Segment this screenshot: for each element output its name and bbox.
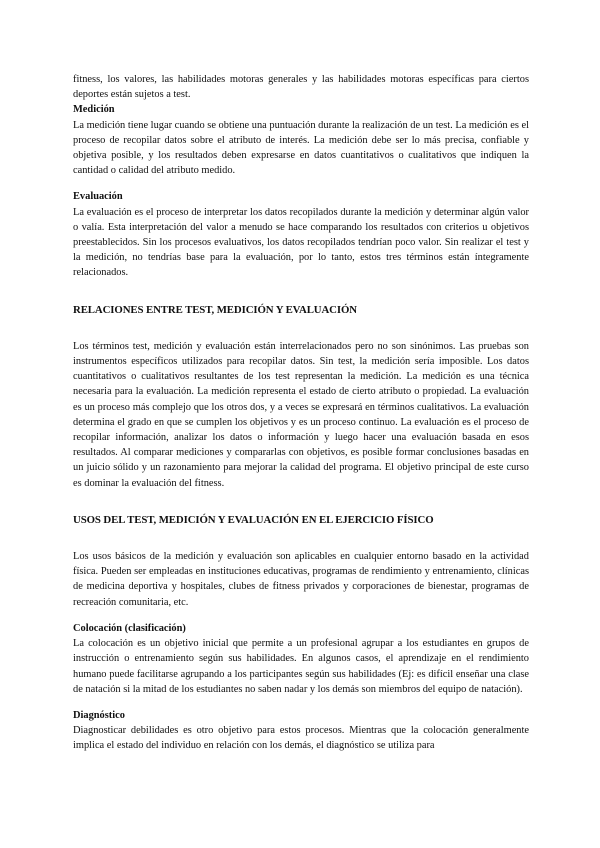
colocacion-paragraph: La colocación es un objetivo inicial que permite a un profesional agrupar a los estudiantes en grupos de instrucción o entrenamiento según sus habilidades. En algunos casos, el aprendizaje en el rendimiento humano puede facilitarse agrupando a los participantes según sus habilidades (Ej: es difícil enseñar una clase de natación si la mitad de los estudiantes no saben nadar y los demás son miembros del equipo de natación). xyxy=(73,638,529,695)
evaluacion-title: Evaluación xyxy=(73,191,123,203)
intro-continuation-paragraph: fitness, los valores, las habilidades motoras generales y las habilidades motoras específicas para ciertos deportes están sujetos a test. xyxy=(73,74,529,101)
usos-paragraph: Los usos básicos de la medición y evaluación son aplicables en cualquier entorno basado en la actividad física. Pueden ser empleadas en instituciones educativas, programas de rendimiento y entrenamiento, clínicas de medicina deportiva y hospitales, clubes de fitness privados y corporaciones de bienestar, programas de recreación comunitaria, etc. xyxy=(73,551,529,608)
document-content xyxy=(73,72,529,754)
relaciones-heading: RELACIONES ENTRE TEST, MEDICIÓN Y EVALUACIÓN xyxy=(73,303,357,316)
spacer xyxy=(73,610,529,621)
spacer xyxy=(73,281,529,303)
diagnostico-title: Diagnóstico xyxy=(73,709,125,721)
relaciones-paragraph: Los términos test, medición y evaluación están interrelacionados pero no son sinónimos. Las pruebas son instrumentos específicos utilizados para recopilar datos. Sin test, la medición sería imposible. Los datos cuantitativos o cualitativos resultantes de los test representan la medición. La medición es una técnica necesaria para la evaluación. La medición representa el estado de cierto atributo o propiedad. La evaluación es un proceso más complejo que los otros dos, y a veces se expresará en términos cualitativos. La evaluación determina el grado en que se cumplen los objetivos y es un proceso continuo. La evaluación es el proceso de recopilar información, analizar los datos o información y luego hacer una evaluación basada en esos resultados. Al comparar mediciones y compararlas con objetivos, es posible formar conclusiones basadas en un juicio sólido y un razonamiento para mejorar la calidad del programa. El objetivo principal de este curso es dominar la evaluación del fitness. xyxy=(73,340,529,489)
usos-heading: USOS DEL TEST, MEDICIÓN Y EVALUACIÓN EN EL EJERCICIO FÍSICO xyxy=(73,513,434,526)
medicion-title: Medición xyxy=(73,104,115,116)
evaluacion-paragraph: La evaluación es el proceso de interpretar los datos recopilados durante la medición y determinar algún valor o valía. Esta interpretación del valor a menudo se hace comparando los resultados con criterios u objetivos preestablecidos. Sin los procesos evaluativos, los datos recopilados tendrían poco valor. Sin realizar el test y la medición, no tendrías base para la evaluación, por lo tanto, estos tres términos están íntegramente relacionados. xyxy=(73,206,529,279)
spacer xyxy=(73,491,529,513)
spacer xyxy=(73,528,529,549)
spacer xyxy=(73,697,529,708)
diagnostico-paragraph: Diagnosticar debilidades es otro objetivo para estos procesos. Mientras que la colocación generalmente implica el estado del individuo en relación con los demás, el diagnóstico se utiliza para xyxy=(73,725,529,752)
spacer xyxy=(73,178,529,189)
spacer xyxy=(73,318,529,339)
medicion-paragraph: La medición tiene lugar cuando se obtiene una puntuación durante la realización de un test. La medición es el proceso de recopilar datos sobre el atributo de interés. La medición debe ser lo más precisa, confiable y objetiva posible, y los resultados deben expresarse en datos cuantitativos o cualitativos que indiquen la cantidad o calidad del atributo medido. xyxy=(73,119,529,177)
colocacion-title: Colocación (clasificación) xyxy=(73,622,186,634)
